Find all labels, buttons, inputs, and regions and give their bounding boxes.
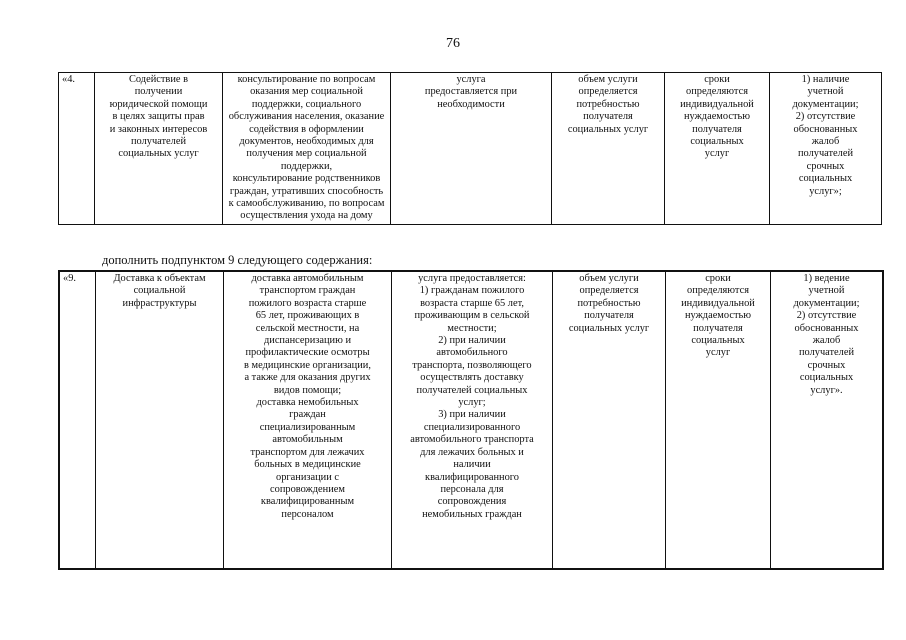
item-number-cell: «9.	[59, 271, 96, 569]
amendment-instruction: дополнить подпунктом 9 следующего содержания:	[102, 253, 373, 267]
service-volume-cell: объем услуги определяется потребностью получателя социальных услуг	[552, 73, 665, 225]
service-terms-cell: сроки определяются индивидуальной нуждаемостью получателя социальных услуг	[666, 271, 771, 569]
services-table-item-4	[58, 72, 882, 225]
item-number-cell: «4.	[59, 73, 95, 225]
services-table-item-9	[58, 270, 884, 570]
quality-indicators-cell: 1) наличие учетной документации; 2) отсутствие обоснованных жалоб получателей срочных социальных услуг»;	[770, 73, 882, 225]
service-name-cell: Доставка к объектам социальной инфраструктуры	[96, 271, 224, 569]
service-description-cell: консультирование по вопросам оказания мер социальной поддержки, социального обслуживания населения, оказание содействия в оформлении документов, необходимых для получения мер социальной поддержки, консультирование родственников граждан, утративших способность к самообслуживанию, по вопросам осуществления ухода на дому	[223, 73, 391, 225]
table-row	[59, 73, 882, 225]
page-number: 76	[446, 36, 460, 51]
provision-conditions-cell: услуга предоставляется при необходимости	[391, 73, 552, 225]
quality-indicators-cell: 1) ведение учетной документации; 2) отсутствие обоснованных жалоб получателей срочных социальных услуг».	[771, 271, 884, 569]
service-description-cell: доставка автомобильным транспортом граждан пожилого возраста старше 65 лет, проживающих в сельской местности, на диспансеризацию и профилактические осмотры в медицинские организации, а также для оказания других видов помощи; доставка немобильных граждан специализированным автомобильным транспортом для лежачих больных в медицинские организации с сопровождением квалифицированным персоналом	[224, 271, 392, 569]
provision-conditions-cell: услуга предоставляется: 1) гражданам пожилого возраста старше 65 лет, проживающим в сельской местности; 2) при наличии автомобильного транспорта, позволяющего осуществлять доставку получателей социальных услуг; 3) при наличии специализированного автомобильного транспорта для лежачих больных и наличии квалифицированного персонала для сопровождения немобильных граждан	[392, 271, 553, 569]
table-row	[59, 271, 883, 569]
service-volume-cell: объем услуги определяется потребностью получателя социальных услуг	[553, 271, 666, 569]
service-name-cell: Содействие в получении юридической помощи в целях защиты прав и законных интересов получателей социальных услуг	[95, 73, 223, 225]
service-terms-cell: сроки определяются индивидуальной нуждаемостью получателя социальных услуг	[665, 73, 770, 225]
